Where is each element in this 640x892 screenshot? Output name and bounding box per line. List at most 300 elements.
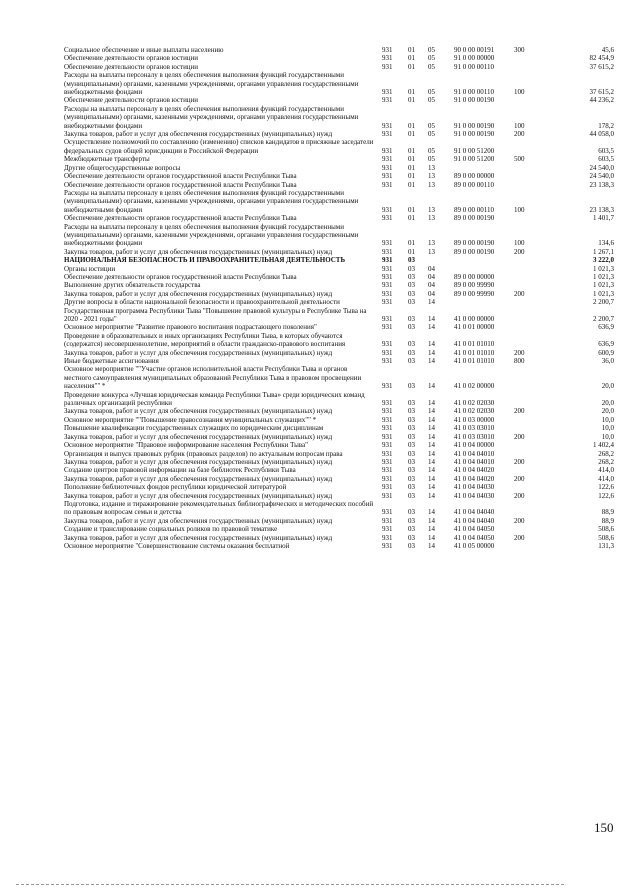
table-row bbox=[0, 281, 640, 289]
row-target-article-code: 91 0 00 00190 bbox=[454, 130, 495, 139]
table-row bbox=[0, 349, 640, 357]
table-row bbox=[0, 155, 640, 163]
row-amount: 268,2 bbox=[598, 449, 614, 458]
row-subsection-code: 04 bbox=[428, 264, 435, 273]
row-section-code: 03 bbox=[408, 432, 415, 441]
row-target-article-code: 89 0 00 00000 bbox=[454, 272, 495, 281]
row-name: Подготовка, издание и тиражирование рекомендательных библиографических и методических пособий по правовым вопросам семьи и детства bbox=[64, 499, 374, 517]
row-amount: 23 138,3 bbox=[589, 180, 614, 189]
row-target-article-code: 91 0 00 51200 bbox=[454, 146, 495, 155]
row-subsection-code: 14 bbox=[428, 399, 435, 408]
row-subsection-code: 13 bbox=[428, 205, 435, 214]
row-department-code: 931 bbox=[382, 399, 393, 408]
row-target-article-code: 89 0 00 00190 bbox=[454, 247, 495, 256]
row-target-article-code: 41 0 01 00000 bbox=[454, 323, 495, 332]
row-section-code: 03 bbox=[408, 315, 415, 323]
row-amount: 414,0 bbox=[598, 474, 614, 483]
table-row bbox=[0, 433, 640, 441]
row-name: Закупка товаров, работ и услуг для обеспечения государственных (муниципальных) нужд bbox=[64, 348, 333, 357]
row-expense-type-code: 200 bbox=[514, 432, 525, 441]
row-target-article-code: 41 0 02 00000 bbox=[454, 382, 495, 391]
row-name: Проведение в образовательных и иных организациях Республики Тыва, в которых обучаются (содержатся) несовершеннолетние, мероприятий в области гражданско-правового воспитания bbox=[64, 331, 346, 349]
row-section-code: 03 bbox=[408, 415, 415, 424]
row-name: Создание центров правовой информации на базе библиотек Республики Тыва bbox=[64, 466, 296, 475]
row-name: Повышение квалификации государственных служащих по юридическим дисциплинам bbox=[64, 424, 324, 433]
row-section-code: 01 bbox=[408, 96, 415, 105]
row-name: Закупка товаров, работ и услуг для обеспечения государственных (муниципальных) нужд bbox=[64, 289, 333, 298]
row-name: НАЦИОНАЛЬНАЯ БЕЗОПАСНОСТЬ И ПРАВООХРАНИТЕЛЬНАЯ ДЕЯТЕЛЬНОСТЬ bbox=[64, 256, 346, 265]
row-name: Обеспечение деятельности органов государственной власти Республики Тыва bbox=[64, 180, 297, 189]
row-amount: 131,3 bbox=[598, 541, 614, 550]
table-row bbox=[0, 407, 640, 415]
table-row bbox=[0, 164, 640, 172]
row-name: Закупка товаров, работ и услуг для обеспечения государственных (муниципальных) нужд bbox=[64, 491, 333, 500]
row-subsection-code: 05 bbox=[428, 46, 435, 54]
row-amount: 636,9 bbox=[598, 340, 614, 349]
row-department-code: 931 bbox=[382, 508, 393, 517]
table-row bbox=[0, 475, 640, 483]
row-department-code: 931 bbox=[382, 163, 393, 172]
table-row bbox=[0, 46, 640, 54]
row-target-article-code: 41 0 04 04040 bbox=[454, 508, 495, 517]
row-name: Обеспечение деятельности органов юстиции bbox=[64, 54, 199, 63]
row-department-code: 931 bbox=[382, 315, 393, 323]
row-section-code: 01 bbox=[408, 180, 415, 189]
row-expense-type-code: 100 bbox=[514, 88, 525, 97]
table-row bbox=[0, 96, 640, 104]
table-row bbox=[0, 500, 640, 517]
row-amount: 24 540,0 bbox=[589, 163, 614, 172]
row-name: Обеспечение деятельности органов государственной власти Республики Тыва bbox=[64, 272, 297, 281]
table-row bbox=[0, 105, 640, 130]
row-name: Основное мероприятие ""Повышение правосознания муниципальных служащих"" * bbox=[64, 415, 317, 424]
table-row bbox=[0, 525, 640, 533]
row-name: Закупка товаров, работ и услуг для обеспечения государственных (муниципальных) нужд bbox=[64, 474, 333, 483]
table-row bbox=[0, 63, 640, 71]
row-amount: 20,0 bbox=[601, 399, 614, 408]
row-section-code: 01 bbox=[408, 146, 415, 155]
row-name: Другие общегосударственные вопросы bbox=[64, 163, 181, 172]
row-section-code: 03 bbox=[408, 340, 415, 349]
row-target-article-code: 41 0 04 04010 bbox=[454, 457, 495, 466]
row-subsection-code: 14 bbox=[428, 357, 435, 366]
row-target-article-code: 41 0 03 00000 bbox=[454, 415, 495, 424]
row-department-code: 931 bbox=[382, 130, 393, 139]
table-row bbox=[0, 517, 640, 525]
row-department-code: 931 bbox=[382, 483, 393, 492]
row-section-code: 01 bbox=[408, 121, 415, 130]
row-name: Закупка товаров, работ и услуг для обеспечения государственных (муниципальных) нужд bbox=[64, 432, 333, 441]
row-department-code: 931 bbox=[382, 432, 393, 441]
row-expense-type-code: 300 bbox=[514, 46, 525, 54]
row-subsection-code: 05 bbox=[428, 146, 435, 155]
table-row bbox=[0, 323, 640, 331]
row-section-code: 03 bbox=[408, 508, 415, 517]
row-name: Иные бюджетные ассигнования bbox=[64, 357, 159, 366]
row-section-code: 03 bbox=[408, 382, 415, 391]
row-name: Расходы на выплаты персоналу в целях обеспечения выполнения функций государственными (муниципальными) органами, казенными учреждениями, органами управления государственными внебюджетными фондами bbox=[64, 71, 359, 97]
row-department-code: 931 bbox=[382, 214, 393, 223]
table-row bbox=[0, 214, 640, 222]
row-amount: 603,5 bbox=[598, 146, 614, 155]
row-target-article-code: 41 0 04 04020 bbox=[454, 466, 495, 475]
row-department-code: 931 bbox=[382, 441, 393, 450]
row-expense-type-code: 100 bbox=[514, 121, 525, 130]
table-row bbox=[0, 71, 640, 96]
row-target-article-code: 41 0 05 00000 bbox=[454, 541, 495, 550]
row-subsection-code: 14 bbox=[428, 533, 435, 542]
row-target-article-code: 91 0 00 51200 bbox=[454, 155, 495, 164]
row-subsection-code: 14 bbox=[428, 541, 435, 550]
row-subsection-code: 14 bbox=[428, 483, 435, 492]
row-department-code: 931 bbox=[382, 533, 393, 542]
row-amount: 20,0 bbox=[601, 407, 614, 416]
row-name: Создание и транслирование социальных роликов по правовой тематике bbox=[64, 525, 278, 534]
row-target-article-code: 89 0 00 99990 bbox=[454, 289, 495, 298]
row-amount: 600,9 bbox=[598, 348, 614, 357]
table-row bbox=[0, 492, 640, 500]
row-department-code: 931 bbox=[382, 298, 393, 307]
row-target-article-code: 41 0 04 00000 bbox=[454, 441, 495, 450]
table-row bbox=[0, 290, 640, 298]
row-department-code: 931 bbox=[382, 415, 393, 424]
row-department-code: 931 bbox=[382, 272, 393, 281]
row-target-article-code: 41 0 04 04050 bbox=[454, 533, 495, 542]
row-name: Другие вопросы в области национальной безопасности и правоохранительной деятельности bbox=[64, 298, 340, 307]
page-number: 150 bbox=[594, 820, 614, 835]
row-subsection-code: 13 bbox=[428, 239, 435, 248]
row-amount: 10,0 bbox=[601, 415, 614, 424]
row-section-code: 01 bbox=[408, 239, 415, 248]
row-expense-type-code: 200 bbox=[514, 407, 525, 416]
row-name: Проведение конкурса «Лучшая юридическая команда Республики Тыва» среди юридических команд различных организаций республики bbox=[64, 390, 365, 408]
row-subsection-code: 14 bbox=[428, 508, 435, 517]
row-amount: 44 236,2 bbox=[589, 96, 614, 105]
row-expense-type-code: 200 bbox=[514, 491, 525, 500]
row-name: Основное мероприятие "Развитие правового воспитания подрастающего поколения" bbox=[64, 323, 317, 332]
row-target-article-code: 90 0 00 00191 bbox=[454, 46, 495, 54]
row-amount: 122,6 bbox=[598, 483, 614, 492]
row-amount: 1 402,4 bbox=[593, 441, 614, 450]
row-department-code: 931 bbox=[382, 88, 393, 97]
table-row bbox=[0, 365, 640, 390]
row-subsection-code: 14 bbox=[428, 340, 435, 349]
row-name: Закупка товаров, работ и услуг для обеспечения государственных (муниципальных) нужд bbox=[64, 533, 333, 542]
row-department-code: 931 bbox=[382, 121, 393, 130]
row-department-code: 931 bbox=[382, 247, 393, 256]
row-subsection-code: 04 bbox=[428, 272, 435, 281]
row-subsection-code: 14 bbox=[428, 449, 435, 458]
table-row bbox=[0, 130, 640, 138]
row-subsection-code: 04 bbox=[428, 289, 435, 298]
row-section-code: 03 bbox=[408, 441, 415, 450]
row-amount: 508,6 bbox=[598, 533, 614, 542]
budget-table bbox=[0, 46, 640, 550]
row-target-article-code: 41 0 04 04020 bbox=[454, 474, 495, 483]
row-section-code: 03 bbox=[408, 298, 415, 307]
row-section-code: 03 bbox=[408, 525, 415, 534]
table-row bbox=[0, 172, 640, 180]
footer-divider bbox=[16, 884, 564, 885]
row-target-article-code: 89 0 00 00190 bbox=[454, 239, 495, 248]
row-subsection-code: 13 bbox=[428, 180, 435, 189]
row-name: Закупка товаров, работ и услуг для обеспечения государственных (муниципальных) нужд bbox=[64, 247, 333, 256]
row-name: Организация и выпуск правовых рубрик (правовых разделов) по актуальным вопросам права bbox=[64, 449, 343, 458]
row-amount: 603,5 bbox=[598, 155, 614, 164]
row-subsection-code: 05 bbox=[428, 96, 435, 105]
row-amount: 10,0 bbox=[601, 424, 614, 433]
row-department-code: 931 bbox=[382, 146, 393, 155]
row-section-code: 03 bbox=[408, 256, 415, 265]
row-target-article-code: 41 0 04 04010 bbox=[454, 449, 495, 458]
row-department-code: 931 bbox=[382, 54, 393, 63]
row-amount: 414,0 bbox=[598, 466, 614, 475]
row-section-code: 01 bbox=[408, 130, 415, 139]
table-row bbox=[0, 466, 640, 474]
row-target-article-code: 89 0 00 00190 bbox=[454, 214, 495, 223]
row-amount: 10,0 bbox=[601, 432, 614, 441]
row-subsection-code: 05 bbox=[428, 54, 435, 63]
row-section-code: 03 bbox=[408, 457, 415, 466]
row-section-code: 03 bbox=[408, 323, 415, 332]
table-row bbox=[0, 424, 640, 432]
row-section-code: 03 bbox=[408, 541, 415, 550]
table-row bbox=[0, 483, 640, 491]
row-target-article-code: 89 0 00 99990 bbox=[454, 281, 495, 290]
row-section-code: 03 bbox=[408, 281, 415, 290]
row-department-code: 931 bbox=[382, 516, 393, 525]
row-department-code: 931 bbox=[382, 449, 393, 458]
table-row bbox=[0, 265, 640, 273]
row-amount: 45,6 bbox=[601, 46, 614, 54]
row-amount: 134,6 bbox=[598, 239, 614, 248]
row-name: Расходы на выплаты персоналу в целях обеспечения выполнения функций государственными (муниципальными) органами, казенными учреждениями, органами управления государственными внебюджетными фондами bbox=[64, 104, 359, 130]
row-subsection-code: 05 bbox=[428, 130, 435, 139]
row-target-article-code: 91 0 00 00000 bbox=[454, 54, 495, 63]
row-department-code: 931 bbox=[382, 264, 393, 273]
row-name: Пополнение библиотечных фондов республики юридической литературой bbox=[64, 483, 287, 492]
row-subsection-code: 04 bbox=[428, 281, 435, 290]
row-department-code: 931 bbox=[382, 62, 393, 71]
row-expense-type-code: 200 bbox=[514, 348, 525, 357]
table-row bbox=[0, 450, 640, 458]
row-name: Социальное обеспечение и иные выплаты населению bbox=[64, 46, 224, 54]
row-amount: 1 267,1 bbox=[593, 247, 614, 256]
row-name: Осуществление полномочий по составлению (изменению) списков кандидатов в присяжные заседатели федеральных судов общей юрисдикции в Российской Федерации bbox=[64, 138, 374, 155]
row-subsection-code: 05 bbox=[428, 88, 435, 97]
row-target-article-code: 41 0 03 03010 bbox=[454, 432, 495, 441]
row-department-code: 931 bbox=[382, 281, 393, 290]
row-amount: 37 615,2 bbox=[589, 88, 614, 97]
table-row bbox=[0, 332, 640, 349]
row-amount: 44 058,0 bbox=[589, 130, 614, 139]
row-expense-type-code: 200 bbox=[514, 533, 525, 542]
row-department-code: 931 bbox=[382, 474, 393, 483]
row-name: Закупка товаров, работ и услуг для обеспечения государственных (муниципальных) нужд bbox=[64, 407, 333, 416]
row-name: Обеспечение деятельности органов юстиции bbox=[64, 62, 199, 71]
row-name: Государственная программа Республики Тыва "Повышение правовой культуры в Республике Тыва на 2020 - 2021 годы" bbox=[64, 306, 367, 323]
table-row bbox=[0, 441, 640, 449]
row-name: Обеспечение деятельности органов юстиции bbox=[64, 96, 199, 105]
row-expense-type-code: 200 bbox=[514, 457, 525, 466]
row-target-article-code: 41 0 01 01010 bbox=[454, 348, 495, 357]
table-row bbox=[0, 298, 640, 306]
row-name: Основное мероприятие "Совершенствование системы оказания бесплатной bbox=[64, 541, 290, 550]
row-department-code: 931 bbox=[382, 323, 393, 332]
table-row bbox=[0, 391, 640, 408]
row-department-code: 931 bbox=[382, 491, 393, 500]
row-target-article-code: 91 0 00 00190 bbox=[454, 96, 495, 105]
row-name: Межбюджетные трансферты bbox=[64, 155, 150, 164]
row-name: Закупка товаров, работ и услуг для обеспечения государственных (муниципальных) нужд bbox=[64, 516, 333, 525]
row-section-code: 03 bbox=[408, 516, 415, 525]
row-department-code: 931 bbox=[382, 457, 393, 466]
table-row bbox=[0, 189, 640, 214]
row-name: Расходы на выплаты персоналу в целях обеспечения выполнения функций государственными (муниципальными) органами, казенными учреждениями, органами управления государственными внебюджетными фондами bbox=[64, 222, 359, 248]
table-row bbox=[0, 181, 640, 189]
row-target-article-code: 91 0 00 00110 bbox=[454, 62, 494, 71]
row-section-code: 01 bbox=[408, 214, 415, 223]
row-amount: 1 401,7 bbox=[593, 214, 614, 223]
row-target-article-code: 41 0 00 00000 bbox=[454, 315, 495, 323]
row-subsection-code: 14 bbox=[428, 407, 435, 416]
row-target-article-code: 89 0 00 00110 bbox=[454, 180, 494, 189]
row-section-code: 03 bbox=[408, 424, 415, 433]
row-target-article-code: 41 0 02 02030 bbox=[454, 407, 495, 416]
row-section-code: 03 bbox=[408, 483, 415, 492]
table-row bbox=[0, 54, 640, 62]
row-subsection-code: 14 bbox=[428, 298, 435, 307]
row-amount: 24 540,0 bbox=[589, 172, 614, 181]
row-target-article-code: 41 0 04 04030 bbox=[454, 491, 495, 500]
row-subsection-code: 14 bbox=[428, 424, 435, 433]
row-department-code: 931 bbox=[382, 407, 393, 416]
row-expense-type-code: 200 bbox=[514, 130, 525, 139]
row-subsection-code: 14 bbox=[428, 516, 435, 525]
row-name: Закупка товаров, работ и услуг для обеспечения государственных (муниципальных) нужд bbox=[64, 457, 333, 466]
row-subsection-code: 14 bbox=[428, 474, 435, 483]
row-name: Расходы на выплаты персоналу в целях обеспечения выполнения функций государственными (муниципальными) органами, казенными учреждениями, органами управления государственными внебюджетными фондами bbox=[64, 188, 359, 214]
row-amount: 36,0 bbox=[601, 357, 614, 366]
row-subsection-code: 05 bbox=[428, 121, 435, 130]
row-department-code: 931 bbox=[382, 340, 393, 349]
table-row bbox=[0, 307, 640, 324]
row-amount: 2 200,7 bbox=[593, 315, 614, 323]
row-subsection-code: 14 bbox=[428, 315, 435, 323]
row-amount: 1 021,3 bbox=[593, 264, 614, 273]
row-target-article-code: 89 0 00 00110 bbox=[454, 205, 494, 214]
row-expense-type-code: 200 bbox=[514, 247, 525, 256]
row-amount: 82 454,9 bbox=[589, 54, 614, 63]
table-row bbox=[0, 223, 640, 248]
row-section-code: 01 bbox=[408, 163, 415, 172]
row-section-code: 03 bbox=[408, 449, 415, 458]
row-name: Основное мероприятие ""Участие органов исполнительной власти Республики Тыва и органов местного самоуправления муниципальных образований Республики Тыва в правовом просвещении населения"" * bbox=[64, 365, 362, 391]
row-department-code: 931 bbox=[382, 525, 393, 534]
row-target-article-code: 89 0 00 00000 bbox=[454, 172, 495, 181]
row-subsection-code: 13 bbox=[428, 247, 435, 256]
row-subsection-code: 14 bbox=[428, 441, 435, 450]
row-department-code: 931 bbox=[382, 155, 393, 164]
row-section-code: 01 bbox=[408, 247, 415, 256]
row-name: Обеспечение деятельности органов государственной власти Республики Тыва bbox=[64, 214, 297, 223]
row-amount: 20,0 bbox=[601, 382, 614, 391]
row-department-code: 931 bbox=[382, 289, 393, 298]
row-amount: 3 222,0 bbox=[593, 256, 614, 265]
row-amount: 178,2 bbox=[598, 121, 614, 130]
row-department-code: 931 bbox=[382, 96, 393, 105]
row-amount: 1 021,3 bbox=[593, 281, 614, 290]
row-section-code: 01 bbox=[408, 88, 415, 97]
row-target-article-code: 41 0 04 04040 bbox=[454, 516, 495, 525]
row-section-code: 01 bbox=[408, 155, 415, 164]
row-section-code: 03 bbox=[408, 264, 415, 273]
row-subsection-code: 14 bbox=[428, 382, 435, 391]
row-section-code: 01 bbox=[408, 46, 415, 54]
row-department-code: 931 bbox=[382, 180, 393, 189]
row-department-code: 931 bbox=[382, 205, 393, 214]
row-section-code: 03 bbox=[408, 491, 415, 500]
row-target-article-code: 41 0 02 02030 bbox=[454, 399, 495, 408]
table-row bbox=[0, 458, 640, 466]
row-section-code: 01 bbox=[408, 205, 415, 214]
row-section-code: 03 bbox=[408, 357, 415, 366]
row-amount: 37 615,2 bbox=[589, 62, 614, 71]
row-department-code: 931 bbox=[382, 466, 393, 475]
row-amount: 2 200,7 bbox=[593, 298, 614, 307]
row-amount: 1 021,3 bbox=[593, 289, 614, 298]
row-section-code: 03 bbox=[408, 407, 415, 416]
row-subsection-code: 13 bbox=[428, 163, 435, 172]
row-expense-type-code: 200 bbox=[514, 474, 525, 483]
row-name: Обеспечение деятельности органов государственной власти Республики Тыва bbox=[64, 172, 297, 181]
row-subsection-code: 13 bbox=[428, 172, 435, 181]
row-section-code: 01 bbox=[408, 172, 415, 181]
row-subsection-code: 14 bbox=[428, 491, 435, 500]
row-name: Закупка товаров, работ и услуг для обеспечения государственных (муниципальных) нужд bbox=[64, 130, 333, 139]
row-amount: 88,9 bbox=[601, 516, 614, 525]
row-subsection-code: 14 bbox=[428, 466, 435, 475]
row-amount: 23 138,3 bbox=[589, 205, 614, 214]
row-subsection-code: 05 bbox=[428, 62, 435, 71]
table-row bbox=[0, 248, 640, 256]
row-department-code: 931 bbox=[382, 46, 393, 54]
row-subsection-code: 05 bbox=[428, 155, 435, 164]
row-target-article-code: 41 0 03 03010 bbox=[454, 424, 495, 433]
row-target-article-code: 41 0 04 04050 bbox=[454, 525, 495, 534]
row-amount: 122,6 bbox=[598, 491, 614, 500]
row-section-code: 03 bbox=[408, 474, 415, 483]
row-name: Органы юстиции bbox=[64, 264, 116, 273]
row-target-article-code: 41 0 04 04030 bbox=[454, 483, 495, 492]
row-section-code: 03 bbox=[408, 399, 415, 408]
table-row bbox=[0, 273, 640, 281]
row-subsection-code: 14 bbox=[428, 415, 435, 424]
row-name: Выполнение других обязательств государства bbox=[64, 281, 201, 290]
row-department-code: 931 bbox=[382, 357, 393, 366]
row-department-code: 931 bbox=[382, 541, 393, 550]
table-row bbox=[0, 357, 640, 365]
row-target-article-code: 91 0 00 00110 bbox=[454, 88, 494, 97]
table-row bbox=[0, 542, 640, 550]
row-section-code: 03 bbox=[408, 289, 415, 298]
row-amount: 1 021,3 bbox=[593, 272, 614, 281]
row-department-code: 931 bbox=[382, 382, 393, 391]
row-department-code: 931 bbox=[382, 424, 393, 433]
row-section-code: 03 bbox=[408, 272, 415, 281]
row-subsection-code: 14 bbox=[428, 457, 435, 466]
row-expense-type-code: 200 bbox=[514, 516, 525, 525]
